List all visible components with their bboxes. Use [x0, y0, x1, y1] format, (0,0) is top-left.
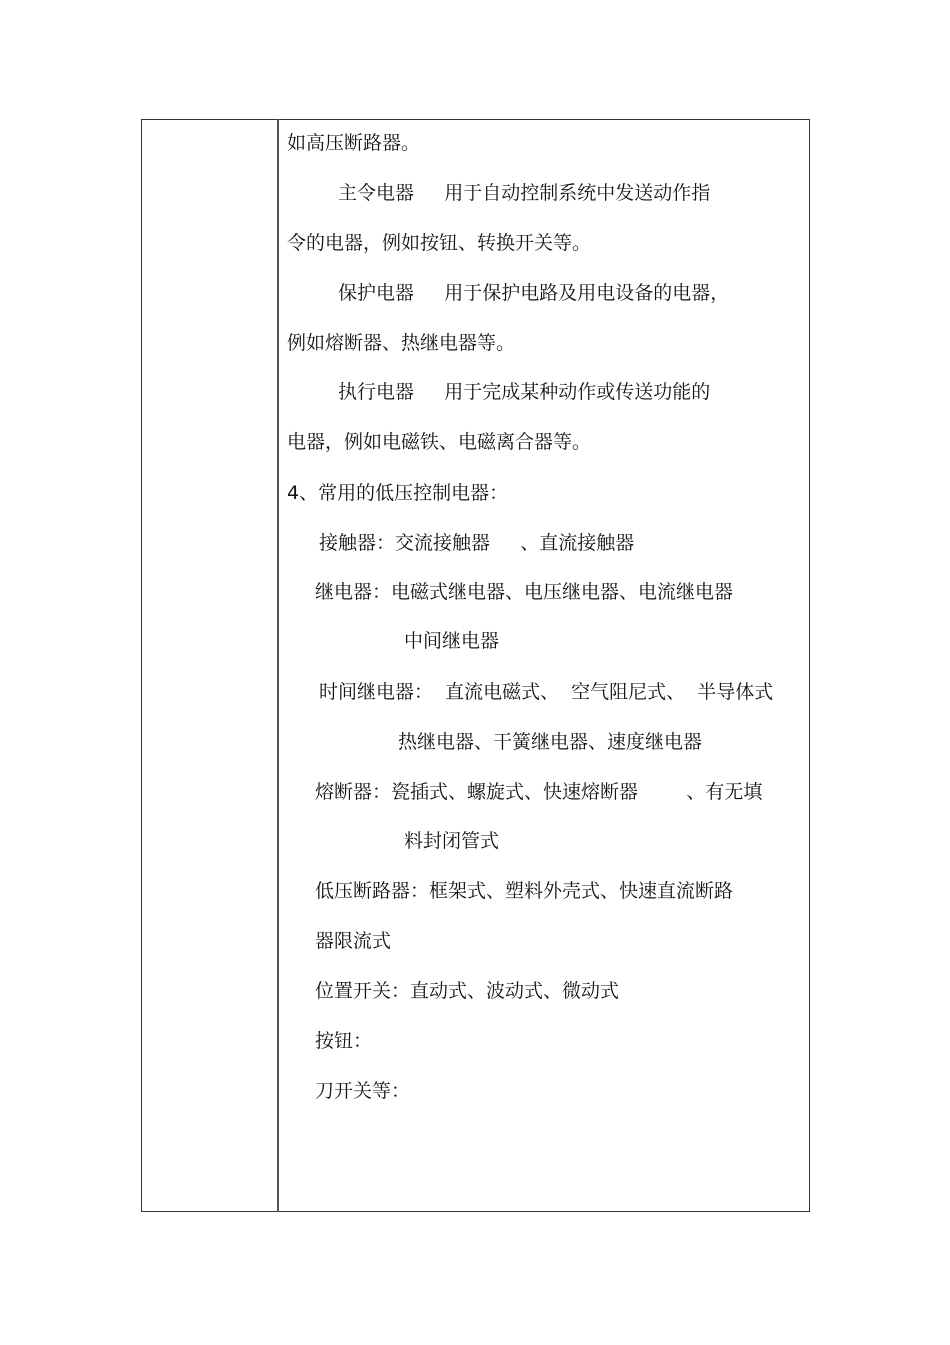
text-line: 中间继电器	[404, 630, 500, 652]
text-line: 低压断路器：框架式、塑料外壳式、快速直流断路	[315, 880, 734, 902]
text-line: 器限流式	[315, 930, 392, 952]
text-line: 时间继电器： 直流电磁式、 空气阻尼式、 半导体式	[319, 681, 774, 703]
text-line: 执行电器 用于完成某种动作或传送功能的	[338, 381, 711, 403]
column-divider	[277, 119, 279, 1212]
text-line: 继电器：电磁式继电器、电压继电器、电流继电器	[315, 581, 734, 603]
text-line: 按钮：	[315, 1030, 373, 1052]
text-line: 接触器：交流接触器 、直流接触器	[319, 532, 635, 554]
text-line: 保护电器 用于保护电路及用电设备的电器，	[338, 282, 730, 304]
section-heading: 4、常用的低压控制电器：	[287, 482, 509, 504]
text-line: 例如熔断器、热继电器等。	[287, 332, 516, 354]
text-line: 电器，例如电磁铁、电磁离合器等。	[287, 431, 592, 453]
text-line: 料封闭管式	[404, 830, 500, 852]
text-line: 如高压断路器。	[287, 132, 421, 154]
text-line: 位置开关：直动式、波动式、微动式	[315, 980, 620, 1002]
text-line: 热继电器、干簧继电器、速度继电器	[398, 731, 703, 753]
text-line: 令的电器，例如按钮、转换开关等。	[287, 232, 592, 254]
text-line: 刀开关等：	[315, 1080, 411, 1102]
text-line: 主令电器 用于自动控制系统中发送动作指	[338, 182, 711, 204]
text-line: 熔断器：瓷插式、螺旋式、快速熔断器 、有无填	[315, 781, 763, 803]
